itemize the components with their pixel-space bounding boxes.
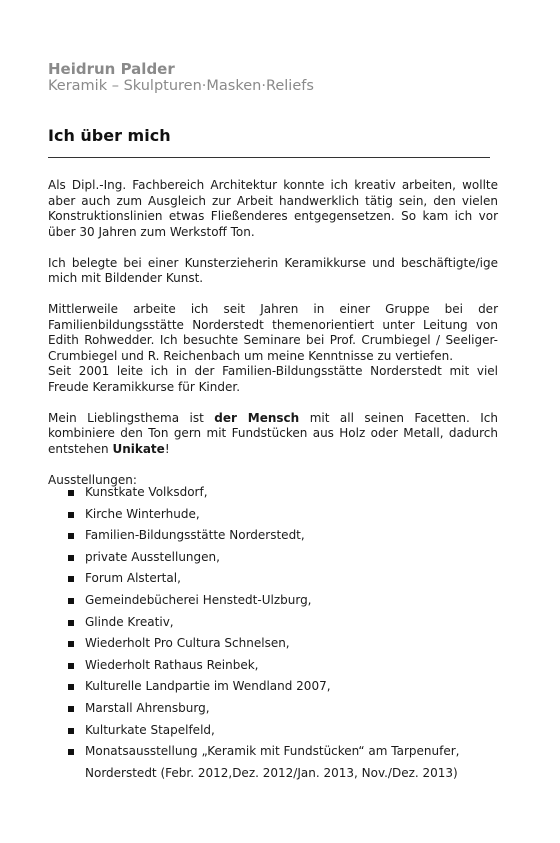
list-item-text: Familien-Bildungsstätte Norderstedt, — [85, 528, 305, 543]
square-bullet-icon — [68, 663, 74, 669]
square-bullet-icon — [68, 641, 74, 647]
list-item-text: Wiederholt Rathaus Reinbek, — [85, 657, 259, 672]
list-item — [68, 720, 488, 742]
text-line: Als Dipl.-Ing. Fachbereich Architektur konnte ich kreativ arbeiten, wollte — [48, 178, 498, 192]
paragraph-children-courses — [48, 364, 498, 395]
list-item — [68, 590, 488, 612]
list-item-text: Forum Alstertal, — [85, 571, 181, 586]
square-bullet-icon — [68, 749, 74, 755]
about-text — [48, 178, 498, 488]
site-tagline: Keramik – Skulpturen·Masken·Reliefs — [48, 78, 314, 94]
list-item-text: Kunstkate Volksdorf, — [85, 485, 208, 499]
square-bullet-icon — [68, 533, 74, 539]
list-item — [68, 612, 488, 634]
text-line: kombiniere den Ton gern mit Fundstücken aus Holz oder Metall, dadurch — [48, 426, 498, 440]
list-item — [68, 568, 488, 590]
square-bullet-icon — [68, 620, 74, 626]
list-item — [68, 504, 488, 526]
list-item-continuation — [68, 763, 488, 785]
text-line: Familienbildungsstätte Norderstedt themenorientiert unter Leitung von — [48, 317, 498, 332]
square-bullet-icon — [68, 598, 74, 604]
emphasis-unikate: Unikate — [112, 441, 165, 456]
list-item — [68, 482, 488, 504]
list-item-text: private Ausstellungen, — [85, 549, 220, 564]
square-bullet-icon — [68, 490, 74, 496]
text-line: Crumbiegel und R. Reichenbach um meine Kenntnisse zu vertiefen. — [48, 348, 454, 363]
paragraph-courses — [48, 256, 498, 287]
text-line: Konstruktionslinien etwas Fließenderes entgegensetzen. So kam ich vor — [48, 209, 498, 223]
square-bullet-icon — [68, 706, 74, 712]
paragraph-group — [48, 302, 498, 364]
square-bullet-icon — [68, 728, 74, 734]
square-bullet-icon — [68, 576, 74, 582]
list-item-text: Norderstedt (Febr. 2012,Dez. 2012/Jan. 2013, Nov./Dez. 2013) — [85, 765, 458, 780]
text-line: mich mit Bildender Kunst. — [48, 271, 204, 285]
text-fragment: ! — [164, 441, 170, 456]
text-line — [48, 411, 498, 427]
list-item — [68, 655, 488, 677]
text-fragment: Mein Lieblingsthema ist — [48, 410, 215, 425]
exhibitions-heading: Ausstellungen: — [48, 472, 137, 487]
list-item — [68, 676, 488, 698]
text-line: Seit 2001 leite ich in der Familien-Bildungsstätte Norderstedt mit viel — [48, 364, 498, 378]
list-item-text: Kulturkate Stapelfeld, — [85, 722, 215, 737]
text-line: über 30 Jahren zum Werkstoff Ton. — [48, 224, 255, 239]
list-item — [68, 547, 488, 569]
list-item — [68, 525, 488, 547]
list-item-text: Kirche Winterhude, — [85, 506, 200, 521]
text-line: Edith Rohwedder. Ich besuchte Seminare bei Prof. Crumbiegel / Seeliger- — [48, 333, 498, 347]
paragraph-architecture — [48, 178, 498, 240]
list-item — [68, 741, 488, 763]
page-title: Ich über mich — [48, 126, 171, 145]
paragraph-favorite-theme — [48, 411, 498, 458]
list-item-text: Wiederholt Pro Cultura Schnelsen, — [85, 636, 290, 651]
text-line: aber auch zum Ausgleich zur Arbeit handwerklich tätig sein, den vielen — [48, 193, 498, 208]
text-fragment: mit all seinen Facetten. Ich — [299, 410, 499, 425]
list-item — [68, 633, 488, 655]
text-line: Freude Keramikkurse für Kinder. — [48, 379, 241, 394]
title-divider — [48, 157, 490, 158]
text-line: Mittlerweile arbeite ich seit Jahren in einer Gruppe bei der — [48, 302, 498, 316]
list-item-text: Monatsausstellung „Keramik mit Fundstücken“ am Tarpenufer, — [85, 744, 460, 759]
exhibitions-list — [68, 482, 488, 784]
site-name: Heidrun Palder — [48, 60, 175, 78]
square-bullet-icon — [68, 512, 74, 518]
square-bullet-icon — [68, 684, 74, 690]
list-item-text: Marstall Ahrensburg, — [85, 700, 210, 715]
list-item-text: Glinde Kreativ, — [85, 614, 174, 629]
text-fragment: entstehen — [48, 441, 113, 456]
list-item — [68, 698, 488, 720]
emphasis-der-mensch: der Mensch — [214, 410, 300, 425]
list-item-text: Gemeindebücherei Henstedt-Ulzburg, — [85, 592, 312, 607]
list-item-text: Kulturelle Landpartie im Wendland 2007, — [85, 679, 331, 694]
square-bullet-icon — [68, 555, 74, 561]
text-line: Ich belegte bei einer Kunsterzieherin Keramikkurse und beschäftigte/ige — [48, 255, 498, 270]
text-line — [48, 442, 498, 458]
